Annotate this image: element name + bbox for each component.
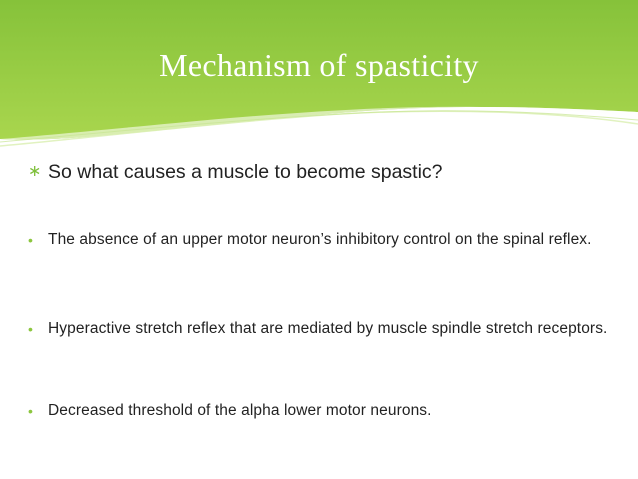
lead-bullet-text: So what causes a muscle to become spastic? — [48, 161, 443, 183]
bullet-text: Decreased threshold of the alpha lower motor neurons. — [48, 402, 432, 419]
bullet-item — [28, 400, 618, 422]
lead-bullet — [28, 160, 618, 184]
bullet-dot-icon: • — [28, 403, 33, 419]
bullet-item — [28, 318, 618, 340]
bullet-item — [28, 229, 618, 251]
bullet-dot-icon: • — [28, 321, 33, 337]
slide-title: Mechanism of spasticity — [159, 47, 479, 83]
bullet-text: Hyperactive stretch reflex that are mediated by muscle spindle stretch receptors. — [48, 320, 608, 337]
title-banner — [0, 0, 638, 150]
bullet-dot-icon: • — [28, 232, 33, 248]
asterisk-bullet-icon: ∗ — [28, 163, 42, 180]
bullet-text: The absence of an upper motor neuron’s inhibitory control on the spinal reflex. — [48, 231, 592, 248]
